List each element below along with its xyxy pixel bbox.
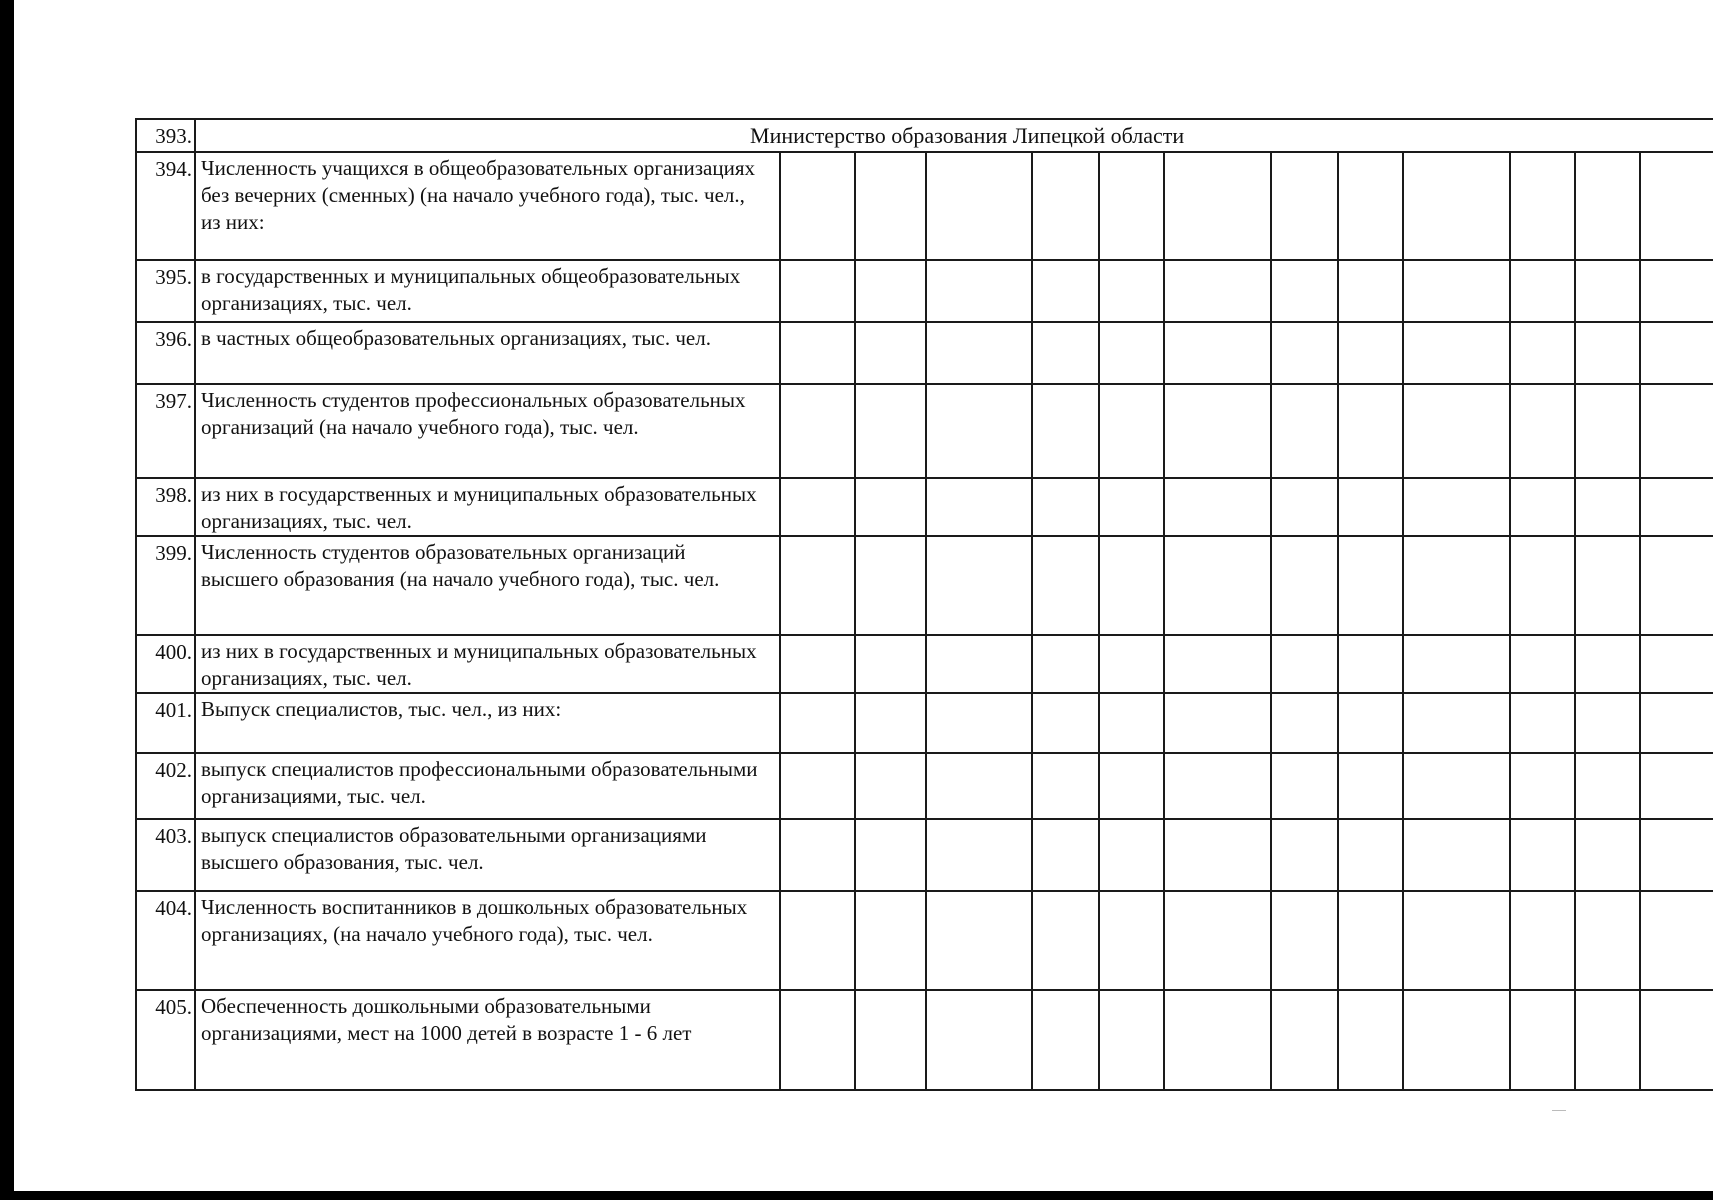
row-number: 401. (136, 693, 195, 753)
value-cell (855, 260, 926, 322)
value-cell (1403, 536, 1510, 635)
value-cell (1164, 478, 1271, 536)
value-cell (780, 990, 855, 1090)
value-cell (926, 384, 1032, 478)
value-cell (1510, 152, 1575, 260)
table-row (136, 819, 1713, 891)
ministry-title: Министерство образования Липецкой области (195, 119, 1713, 152)
value-cell (1271, 536, 1338, 635)
table-row (136, 693, 1713, 753)
value-cell (1099, 322, 1164, 384)
value-cell (1164, 990, 1271, 1090)
value-cell (1164, 260, 1271, 322)
value-cell (926, 260, 1032, 322)
value-cell (1271, 384, 1338, 478)
value-cell (1164, 753, 1271, 819)
value-cell (1271, 753, 1338, 819)
table-row (136, 635, 1713, 693)
indicator-label: из них в государственных и муниципальных образовательных организациях, тыс. чел. (195, 478, 780, 536)
value-cell (780, 536, 855, 635)
value-cell (855, 753, 926, 819)
value-cell (1575, 384, 1640, 478)
value-cell (1338, 753, 1403, 819)
value-cell (855, 693, 926, 753)
value-cell (780, 891, 855, 990)
value-cell (855, 819, 926, 891)
indicator-label: из них в государственных и муниципальных образовательных организациях, тыс. чел. (195, 635, 780, 693)
value-cell (780, 152, 855, 260)
value-cell (1510, 536, 1575, 635)
value-cell (855, 384, 926, 478)
value-cell (1164, 322, 1271, 384)
value-cell (1099, 478, 1164, 536)
value-cell (1510, 693, 1575, 753)
value-cell (1640, 819, 1713, 891)
value-cell (780, 693, 855, 753)
value-cell (1403, 819, 1510, 891)
value-cell (1640, 384, 1713, 478)
row-number: 404. (136, 891, 195, 990)
table-header-row (136, 119, 1713, 152)
table-row (136, 152, 1713, 260)
value-cell (1271, 819, 1338, 891)
value-cell (780, 478, 855, 536)
value-cell (1640, 891, 1713, 990)
value-cell (1575, 819, 1640, 891)
value-cell (1338, 536, 1403, 635)
value-cell (1032, 819, 1099, 891)
value-cell (1338, 693, 1403, 753)
row-number: 399. (136, 536, 195, 635)
table-row (136, 891, 1713, 990)
value-cell (1164, 152, 1271, 260)
value-cell (855, 990, 926, 1090)
row-number: 402. (136, 753, 195, 819)
value-cell (1032, 478, 1099, 536)
value-cell (1032, 384, 1099, 478)
value-cell (780, 384, 855, 478)
row-number: 394. (136, 152, 195, 260)
value-cell (855, 635, 926, 693)
value-cell (1099, 152, 1164, 260)
value-cell (1099, 693, 1164, 753)
value-cell (1099, 536, 1164, 635)
value-cell (780, 635, 855, 693)
value-cell (1032, 536, 1099, 635)
value-cell (1164, 693, 1271, 753)
indicator-label: выпуск специалистов образовательными организациями высшего образования, тыс. чел. (195, 819, 780, 891)
value-cell (926, 990, 1032, 1090)
value-cell (1099, 260, 1164, 322)
value-cell (926, 891, 1032, 990)
value-cell (1640, 635, 1713, 693)
value-cell (1403, 635, 1510, 693)
value-cell (1403, 152, 1510, 260)
indicator-label: Численность воспитанников в дошкольных образовательных организациях, (на начало учебного года), тыс. чел. (195, 891, 780, 990)
value-cell (1164, 891, 1271, 990)
value-cell (1575, 990, 1640, 1090)
document-page (14, 0, 1713, 1191)
value-cell (1575, 891, 1640, 990)
row-number: 395. (136, 260, 195, 322)
value-cell (780, 819, 855, 891)
indicator-label: в частных общеобразовательных организациях, тыс. чел. (195, 322, 780, 384)
value-cell (1510, 891, 1575, 990)
value-cell (1640, 478, 1713, 536)
table-row (136, 753, 1713, 819)
value-cell (1510, 384, 1575, 478)
header-row-number: 393. (136, 119, 195, 152)
value-cell (1575, 152, 1640, 260)
value-cell (1338, 322, 1403, 384)
table-row (136, 478, 1713, 536)
value-cell (1099, 990, 1164, 1090)
value-cell (1510, 635, 1575, 693)
value-cell (1338, 152, 1403, 260)
value-cell (1403, 753, 1510, 819)
value-cell (926, 635, 1032, 693)
value-cell (1403, 693, 1510, 753)
value-cell (1338, 891, 1403, 990)
value-cell (1338, 260, 1403, 322)
indicator-label: в государственных и муниципальных общеобразовательных организациях, тыс. чел. (195, 260, 780, 322)
value-cell (1032, 152, 1099, 260)
value-cell (926, 693, 1032, 753)
value-cell (855, 536, 926, 635)
value-cell (1510, 322, 1575, 384)
value-cell (1575, 753, 1640, 819)
value-cell (926, 478, 1032, 536)
value-cell (1640, 753, 1713, 819)
value-cell (1575, 478, 1640, 536)
value-cell (1575, 536, 1640, 635)
value-cell (1403, 260, 1510, 322)
value-cell (1164, 819, 1271, 891)
value-cell (1510, 753, 1575, 819)
value-cell (855, 322, 926, 384)
value-cell (1032, 753, 1099, 819)
value-cell (1164, 384, 1271, 478)
value-cell (1032, 260, 1099, 322)
value-cell (1403, 990, 1510, 1090)
value-cell (855, 478, 926, 536)
table-row (136, 384, 1713, 478)
table-row (136, 990, 1713, 1090)
value-cell (1640, 322, 1713, 384)
value-cell (1271, 478, 1338, 536)
value-cell (1338, 478, 1403, 536)
value-cell (1032, 693, 1099, 753)
value-cell (1164, 536, 1271, 635)
value-cell (855, 891, 926, 990)
value-cell (1640, 260, 1713, 322)
value-cell (1575, 322, 1640, 384)
value-cell (1099, 753, 1164, 819)
value-cell (1403, 384, 1510, 478)
value-cell (1403, 478, 1510, 536)
value-cell (1099, 891, 1164, 990)
table-row (136, 260, 1713, 322)
value-cell (1640, 536, 1713, 635)
scan-mark (1552, 1110, 1566, 1111)
value-cell (1510, 990, 1575, 1090)
indicator-label: Численность студентов профессиональных образовательных организаций (на начало учебного года), тыс. чел. (195, 384, 780, 478)
value-cell (1271, 322, 1338, 384)
indicator-label: Численность учащихся в общеобразовательных организациях без вечерних (сменных) (на начало учебного года), тыс. чел., из них: (195, 152, 780, 260)
value-cell (926, 536, 1032, 635)
value-cell (1640, 693, 1713, 753)
indicator-label: Обеспеченность дошкольными образовательными организациями, мест на 1000 детей в возрасте 1 - 6 лет (195, 990, 780, 1090)
value-cell (926, 819, 1032, 891)
value-cell (780, 260, 855, 322)
value-cell (1338, 819, 1403, 891)
value-cell (1403, 322, 1510, 384)
value-cell (926, 753, 1032, 819)
value-cell (780, 753, 855, 819)
value-cell (1271, 693, 1338, 753)
value-cell (1032, 635, 1099, 693)
indicator-table (135, 118, 1713, 1091)
value-cell (1510, 478, 1575, 536)
row-number: 405. (136, 990, 195, 1090)
value-cell (1338, 990, 1403, 1090)
value-cell (926, 152, 1032, 260)
value-cell (926, 322, 1032, 384)
value-cell (1271, 260, 1338, 322)
value-cell (1099, 635, 1164, 693)
value-cell (1575, 635, 1640, 693)
indicator-label: Численность студентов образовательных организаций высшего образования (на начало учебного года), тыс. чел. (195, 536, 780, 635)
value-cell (1338, 635, 1403, 693)
value-cell (1099, 819, 1164, 891)
value-cell (1338, 384, 1403, 478)
value-cell (1032, 322, 1099, 384)
indicator-label: выпуск специалистов профессиональными образовательными организациями, тыс. чел. (195, 753, 780, 819)
row-number: 398. (136, 478, 195, 536)
value-cell (1271, 152, 1338, 260)
value-cell (1403, 891, 1510, 990)
value-cell (1640, 990, 1713, 1090)
value-cell (1271, 990, 1338, 1090)
indicator-label: Выпуск специалистов, тыс. чел., из них: (195, 693, 780, 753)
value-cell (1640, 152, 1713, 260)
row-number: 400. (136, 635, 195, 693)
value-cell (1271, 891, 1338, 990)
value-cell (1575, 693, 1640, 753)
value-cell (1032, 990, 1099, 1090)
row-number: 397. (136, 384, 195, 478)
table-row (136, 322, 1713, 384)
value-cell (855, 152, 926, 260)
indicator-table-body (136, 119, 1713, 1090)
value-cell (1164, 635, 1271, 693)
value-cell (1099, 384, 1164, 478)
value-cell (1510, 819, 1575, 891)
value-cell (1575, 260, 1640, 322)
row-number: 403. (136, 819, 195, 891)
value-cell (1510, 260, 1575, 322)
value-cell (1032, 891, 1099, 990)
row-number: 396. (136, 322, 195, 384)
value-cell (1271, 635, 1338, 693)
table-row (136, 536, 1713, 635)
value-cell (780, 322, 855, 384)
